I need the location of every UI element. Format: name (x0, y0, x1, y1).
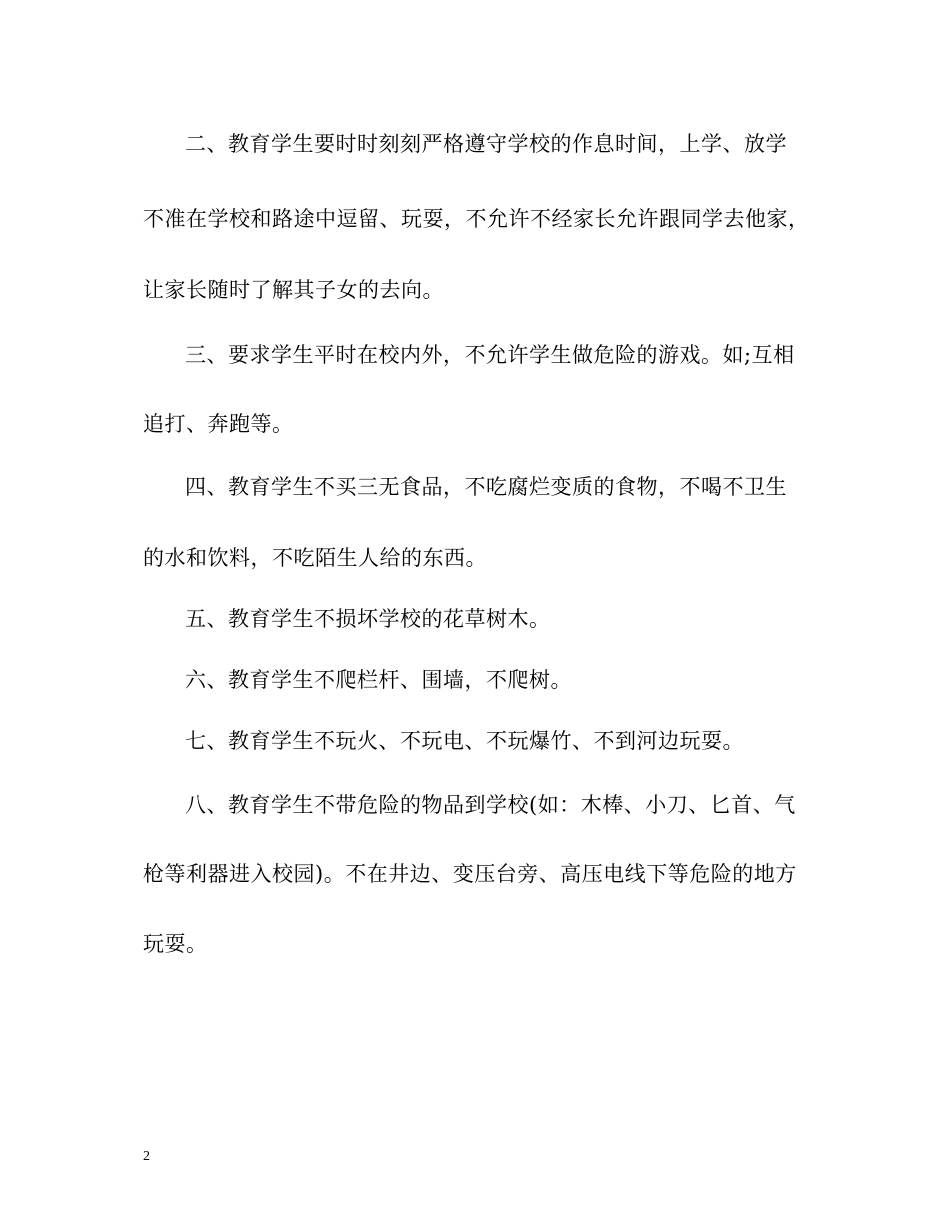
page-number: 2 (143, 1149, 150, 1164)
paragraph-7: 七、教育学生不玩火、不玩电、不玩爆竹、不到河边玩耍。 (185, 729, 744, 753)
paragraph-4-line-1: 四、教育学生不买三无食品，不吃腐烂变质的食物，不喝不卫生 (185, 475, 787, 499)
paragraph-3-line-1: 三、要求学生平时在校内外，不允许学生做危险的游戏。如;互相 (185, 343, 795, 367)
paragraph-8-line-1: 八、教育学生不带危险的物品到学校(如：木棒、小刀、匕首、气 (185, 793, 796, 817)
paragraph-6: 六、教育学生不爬栏杆、围墙，不爬树。 (185, 668, 572, 692)
paragraph-8-line-3: 玩耍。 (143, 932, 208, 956)
paragraph-2-line-2: 不准在学校和路途中逗留、玩耍，不允许不经家长允许跟同学去他家， (143, 207, 810, 231)
paragraph-2-line-1: 二、教育学生要时时刻刻严格遵守学校的作息时间，上学、放学 (185, 132, 787, 156)
paragraph-3-line-2: 追打、奔跑等。 (143, 412, 294, 436)
paragraph-5: 五、教育学生不损坏学校的花草树木。 (185, 607, 551, 631)
paragraph-4-line-2: 的水和饮料，不吃陌生人给的东西。 (143, 546, 487, 570)
paragraph-8-line-2: 枪等利器进入校园)。不在井边、变压台旁、高压电线下等危险的地方 (143, 862, 797, 886)
paragraph-2-line-3: 让家长随时了解其子女的去向。 (143, 278, 444, 302)
